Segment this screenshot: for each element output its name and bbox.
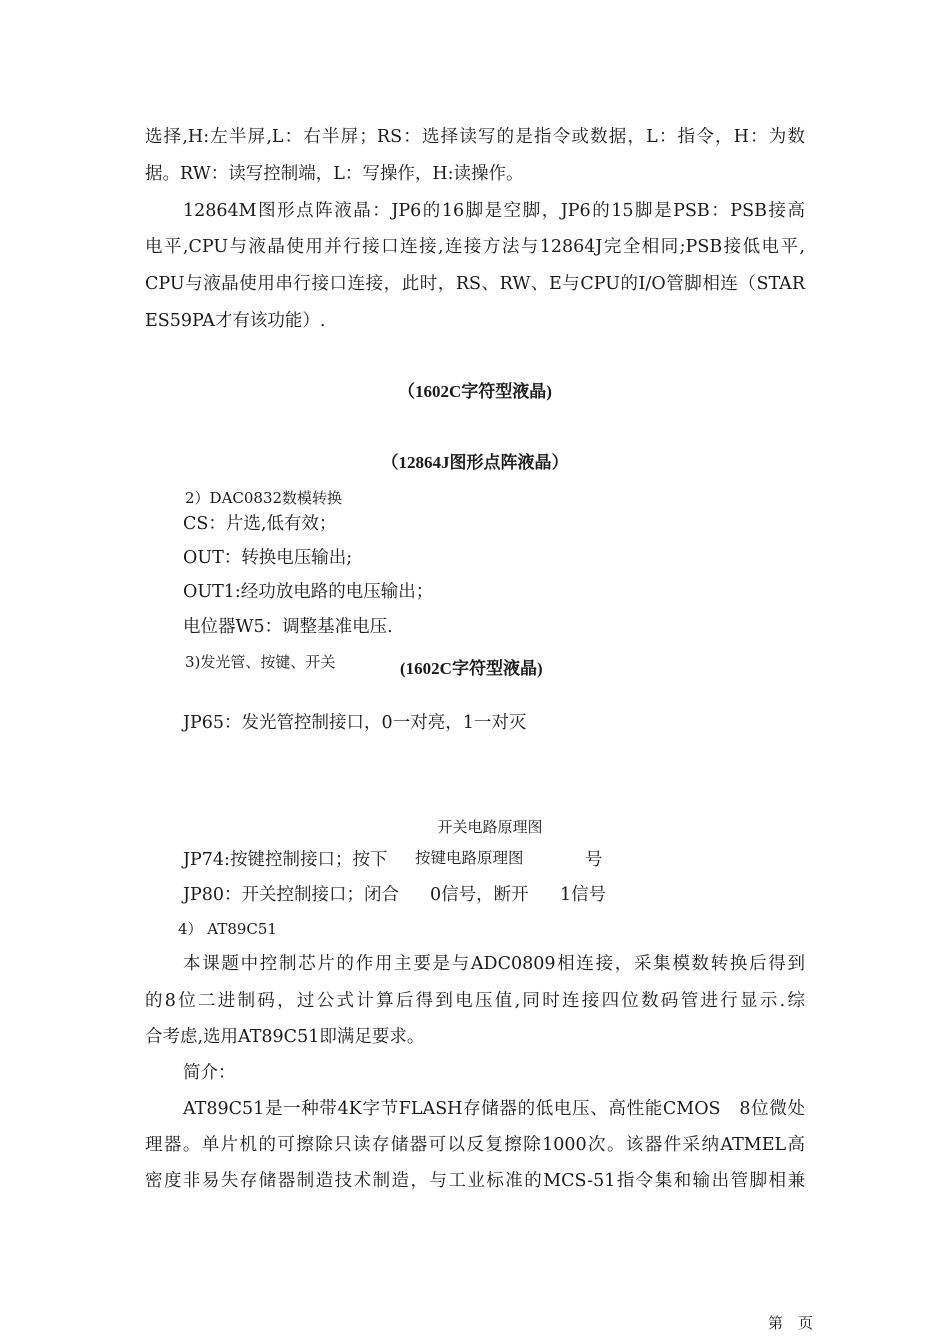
text-line: CPU与液晶使用串行接口连接，此时，RS、RW、E与CPU的I/O管脚相连（STAR [145,274,805,294]
figure-caption: （12864J图形点阵液晶） [381,453,569,472]
text-line: 电平,CPU与液晶使用并行接口连接,连接方法与12864J完全相同;PSB接低电平, [145,237,805,257]
text-line: 号 [585,850,603,870]
list-item: OUT：转换电压输出; [183,548,353,568]
text-line: 1信号 [560,885,607,905]
text-line: 理器。单片机的可擦除只读存储器可以反复擦除1000次。该器件采纳ATMEL高 [145,1135,805,1155]
text-line: 简介： [183,1063,236,1083]
text-line: 选择,H:左半屏,L：右半屏；RS：选择读写的是指令或数据，L：指令，H：为数 [145,127,805,147]
text-line: AT89C51是一种带4K字节FLASH存储器的低电压、高性能CMOS 8位微处 [183,1099,805,1119]
section-heading: 3)发光管、按键、开关 [185,653,336,671]
figure-caption: (1602C字符型液晶) [400,659,543,678]
list-item: OUT1:经功放电路的电压输出； [183,582,434,602]
list-item: CS：片选,低有效； [183,514,337,534]
figure-caption: 按键电路原理图 [415,850,524,867]
text-line: 的8位二进制码，过公式计算后得到电压值,同时连接四位数码管进行显示.综 [145,991,805,1011]
text-line: 12864M图形点阵液晶：JP6的16脚是空脚，JP6的15脚是PSB：PSB接高 [183,201,805,221]
figure-caption: （1602C字符型液晶) [398,382,552,401]
text-line: JP65：发光管控制接口，0一对亮，1一对灭 [183,713,527,733]
text-line: 合考虑,选用AT89C51即满足要求。 [145,1027,425,1047]
section-heading: 4） AT89C51 [178,920,277,938]
section-heading: 2）DAC0832数模转换 [185,489,343,507]
list-item: 电位器W5：调整基准电压. [183,617,393,637]
text-line: JP74:按键控制接口；按下 [183,850,388,870]
text-line: 0信号，断开 [430,885,529,905]
text-line: ES59PA才有该功能）. [145,311,326,331]
text-line: 据。RW：读写控制端，L：写操作，H:读操作。 [145,164,524,184]
text-line: 密度非易失存储器制造技术制造，与工业标准的MCS-51指令集和输出管脚相兼 [145,1171,805,1191]
page-footer: 第 页 [768,1314,814,1332]
figure-caption: 开关电路原理图 [437,818,543,836]
text-line: 本课题中控制芯片的作用主要是与ADC0809相连接，采集模数转换后得到 [183,954,805,974]
text-line: JP80：开关控制接口；闭合 [183,885,400,905]
